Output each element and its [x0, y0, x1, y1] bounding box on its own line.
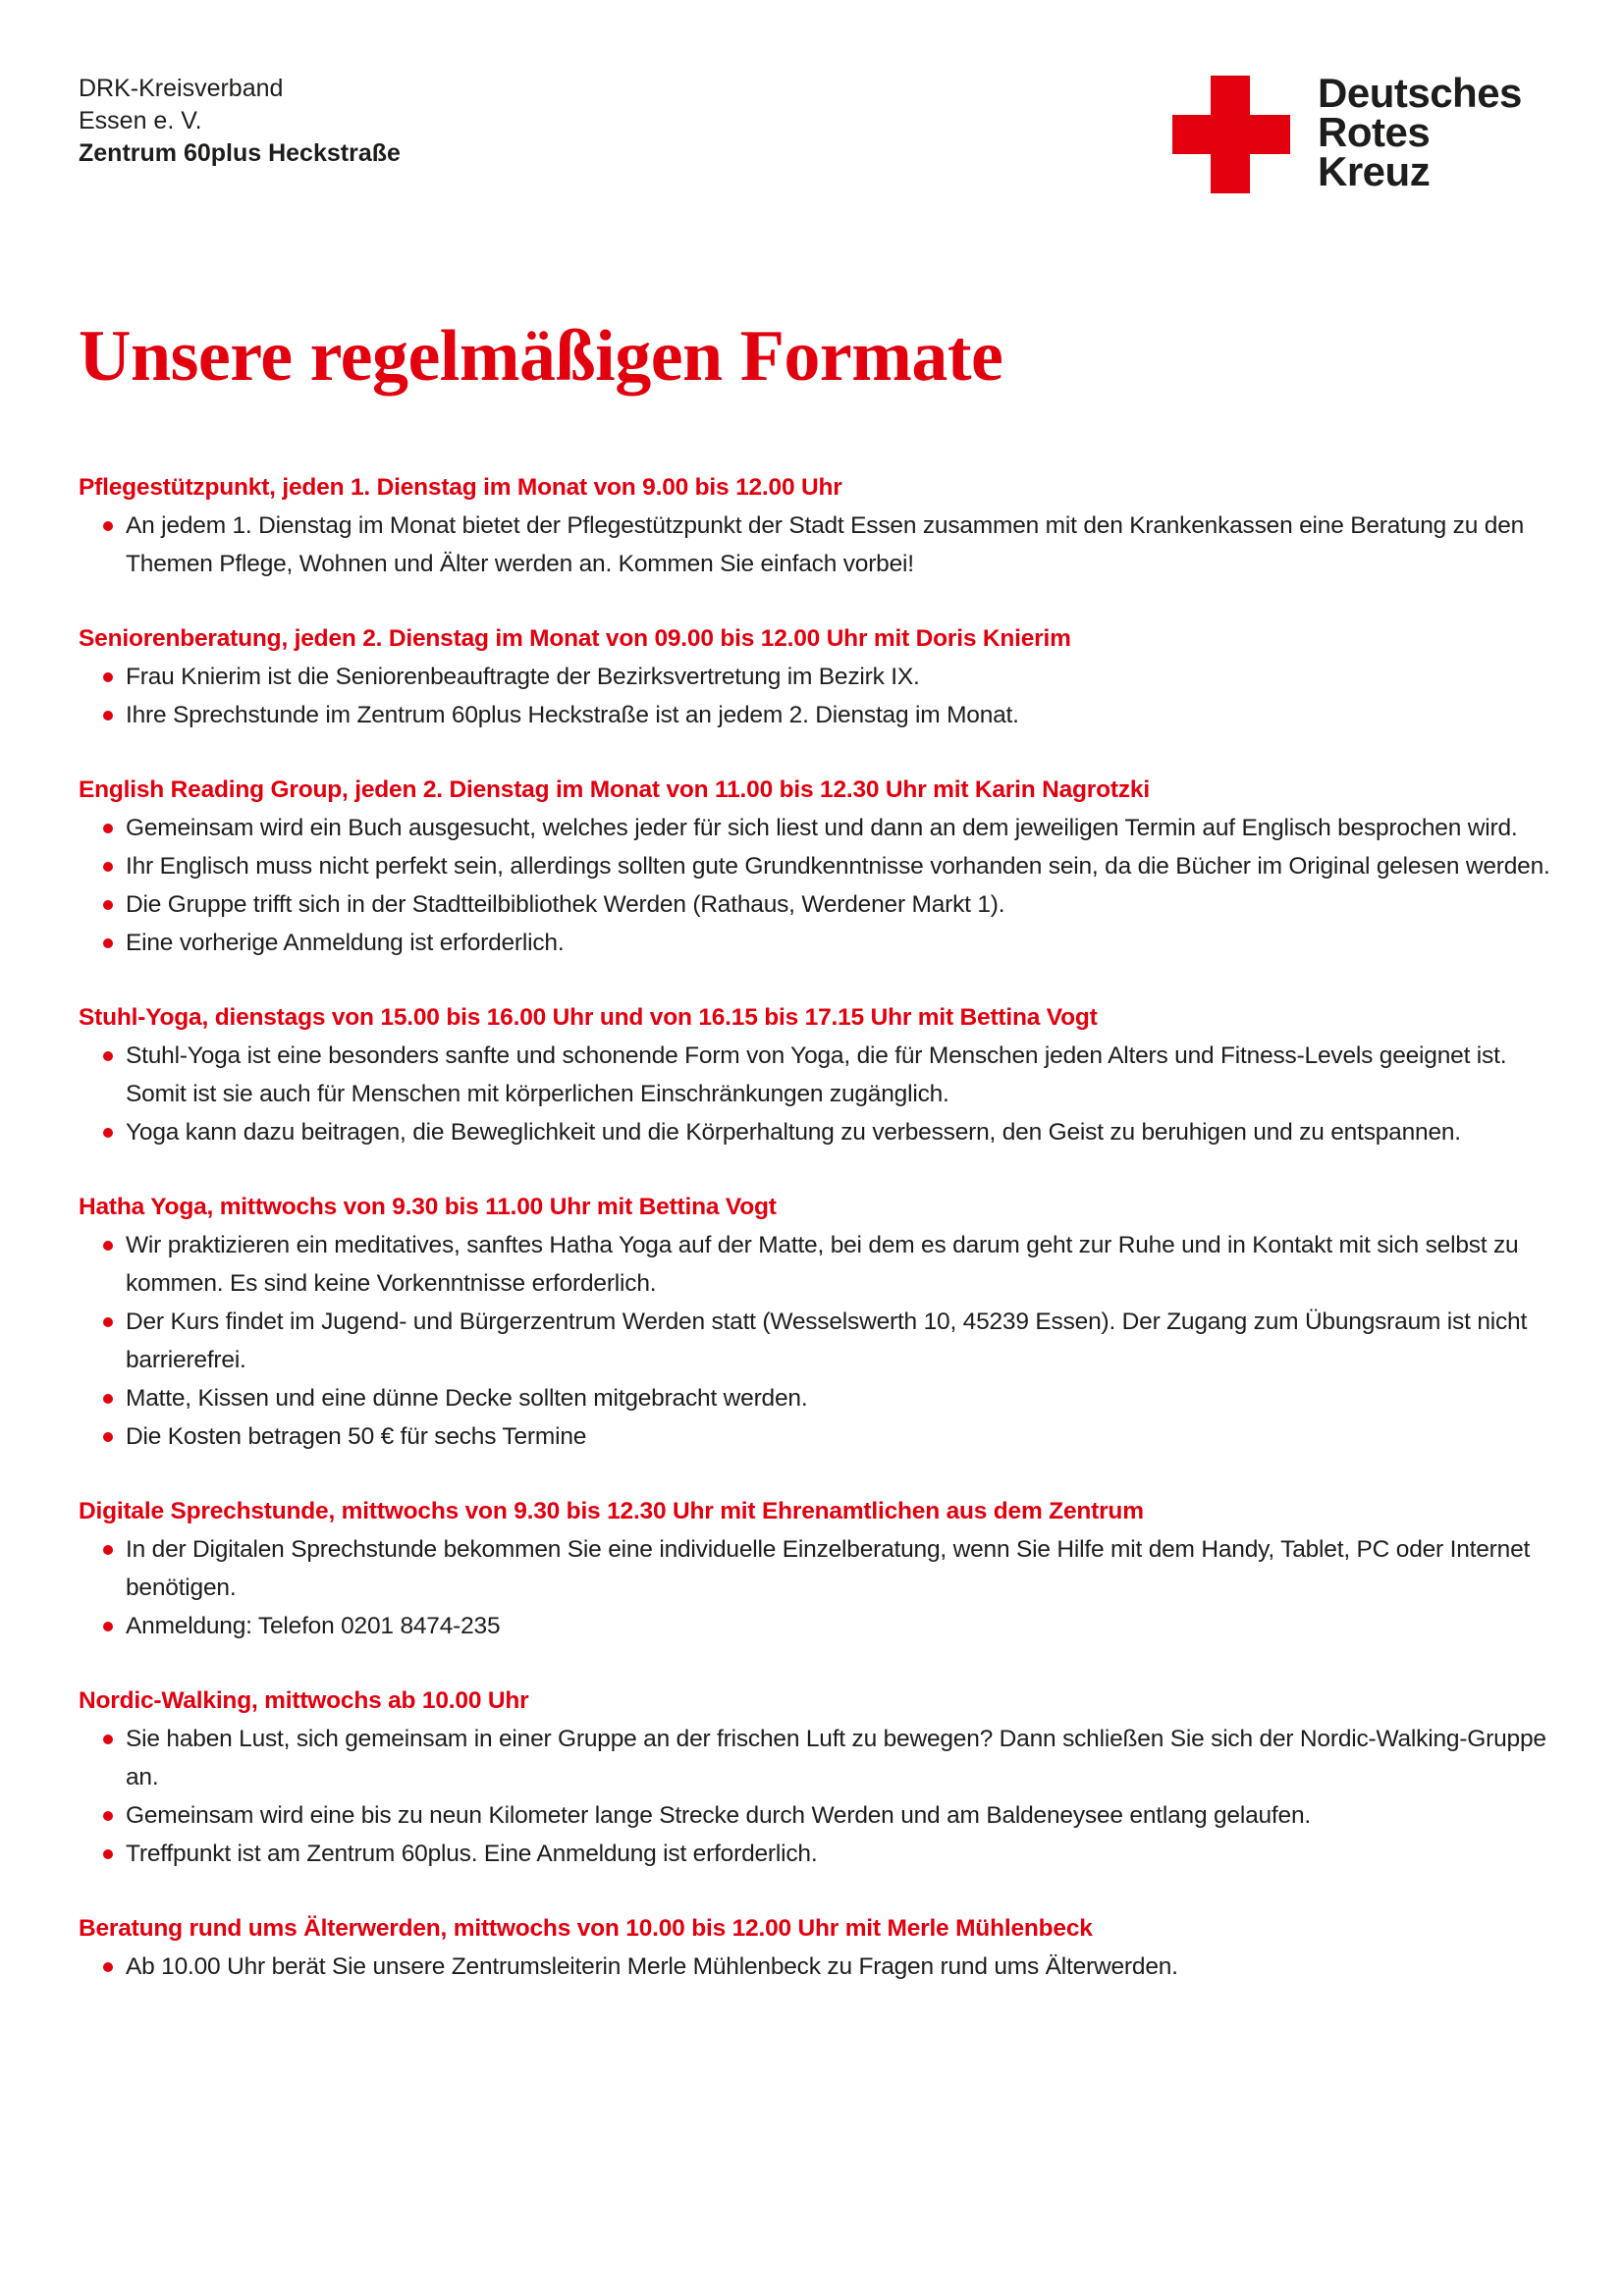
- section-heading: Digitale Sprechstunde, mittwochs von 9.30 bis 12.30 Uhr mit Ehrenamtlichen aus dem Zentrum: [79, 1498, 1144, 1524]
- list-item-text: Matte, Kissen und eine dünne Decke sollten mitgebracht werden.: [126, 1385, 808, 1412]
- bullet-dot-icon: [103, 1317, 113, 1327]
- bullet-dot-icon: [103, 1962, 113, 1972]
- list-item: [79, 1720, 1571, 1796]
- organization-name: DRK-Kreisverband: [79, 75, 284, 102]
- bullet-list: [79, 658, 1571, 734]
- section-heading: English Reading Group, jeden 2. Dienstag im Monat von 11.00 bis 12.30 Uhr mit Karin Nagrotzki: [79, 776, 1150, 803]
- list-item-text: Ihr Englisch muss nicht perfekt sein, allerdings sollten gute Grundkenntnisse vorhanden sein, da die Bücher im Original gelesen werden.: [126, 853, 1550, 880]
- bullet-dot-icon: [103, 938, 113, 948]
- bullet-dot-icon: [103, 900, 113, 910]
- list-item: [79, 507, 1571, 583]
- list-item-text: Gemeinsam wird eine bis zu neun Kilometer lange Strecke durch Werden und am Baldeneysee entlang gelaufen.: [126, 1802, 1311, 1829]
- list-item-text: Treffpunkt ist am Zentrum 60plus. Eine Anmeldung ist erforderlich.: [126, 1841, 818, 1867]
- list-item: [79, 1530, 1571, 1607]
- list-item: [79, 1226, 1571, 1303]
- bullet-dot-icon: [103, 1051, 113, 1061]
- list-item: [79, 1835, 1571, 1873]
- bullet-list: [79, 1226, 1571, 1456]
- list-item-text: Die Kosten betragen 50 € für sechs Termine: [126, 1423, 587, 1450]
- organization-location: Essen e. V.: [79, 107, 202, 134]
- list-item-text: Stuhl-Yoga ist eine besonders sanfte und schonende Form von Yoga, die für Menschen jeden Alters und Fitness-Levels geeignet ist. Somit ist sie auch für Menschen mit körperlichen Einschränkungen zugänglich.: [126, 1042, 1507, 1107]
- list-item-text: Ab 10.00 Uhr berät Sie unsere Zentrumsleiterin Merle Mühlenbeck zu Fragen rund ums Älterwerden.: [126, 1953, 1178, 1980]
- format-section: [79, 1684, 1571, 1873]
- page-title: Unsere regelmäßigen Formate: [79, 316, 1003, 397]
- list-item: [79, 1303, 1571, 1379]
- formats-list: [79, 471, 1571, 2025]
- red-cross-icon: [1172, 76, 1290, 193]
- bullet-dot-icon: [103, 672, 113, 682]
- format-section: [79, 1912, 1571, 1986]
- section-heading: Stuhl-Yoga, dienstags von 15.00 bis 16.00 Uhr und von 16.15 bis 17.15 Uhr mit Bettina Vogt: [79, 1004, 1098, 1031]
- logo-line-3: Kreuz: [1318, 148, 1431, 194]
- list-item-text: In der Digitalen Sprechstunde bekommen Sie eine individuelle Einzelberatung, wenn Sie Hilfe mit dem Handy, Tablet, PC oder Internet benötigen.: [126, 1536, 1531, 1601]
- bullet-dot-icon: [103, 1241, 113, 1251]
- bullet-list: [79, 1530, 1571, 1645]
- list-item-text: Sie haben Lust, sich gemeinsam in einer Gruppe an der frischen Luft zu bewegen? Dann schließen Sie sich der Nordic-Walking-Gruppe an.: [126, 1726, 1546, 1790]
- format-section: [79, 1495, 1571, 1645]
- list-item-text: Frau Knierim ist die Seniorenbeauftragte der Bezirksvertretung im Bezirk IX.: [126, 664, 920, 690]
- list-item: [79, 1379, 1571, 1417]
- list-item: [79, 885, 1571, 924]
- section-heading: Seniorenberatung, jeden 2. Dienstag im Monat von 09.00 bis 12.00 Uhr mit Doris Knierim: [79, 625, 1071, 652]
- list-item: [79, 1113, 1571, 1151]
- list-item: [79, 696, 1571, 734]
- list-item: [79, 1037, 1571, 1113]
- organization-address: [79, 73, 401, 170]
- bullet-list: [79, 809, 1571, 962]
- section-heading: Nordic-Walking, mittwochs ab 10.00 Uhr: [79, 1687, 529, 1714]
- section-heading: Beratung rund ums Älterwerden, mittwochs von 10.00 bis 12.00 Uhr mit Merle Mühlenbeck: [79, 1915, 1093, 1942]
- list-item-text: An jedem 1. Dienstag im Monat bietet der Pflegestützpunkt der Stadt Essen zusammen mit den Krankenkassen eine Beratung zu den Themen Pflege, Wohnen und Älter werden an. Kommen Sie einfach vorbei!: [126, 512, 1525, 577]
- format-section: [79, 1191, 1571, 1456]
- list-item-text: Yoga kann dazu beitragen, die Beweglichkeit und die Körperhaltung zu verbessern, den Geist zu beruhigen und zu entspannen.: [126, 1119, 1461, 1146]
- list-item: [79, 1417, 1571, 1456]
- section-heading: Pflegestützpunkt, jeden 1. Dienstag im Monat von 9.00 bis 12.00 Uhr: [79, 474, 842, 501]
- list-item-text: Eine vorherige Anmeldung ist erforderlich.: [126, 930, 565, 956]
- list-item-text: Der Kurs findet im Jugend- und Bürgerzentrum Werden statt (Wesselswerth 10, 45239 Essen). Der Zugang zum Übungsraum ist nicht barrierefrei.: [126, 1308, 1528, 1373]
- bullet-dot-icon: [103, 1394, 113, 1404]
- logo-line-2: Rotes: [1318, 109, 1431, 155]
- bullet-dot-icon: [103, 1735, 113, 1744]
- list-item-text: Die Gruppe trifft sich in der Stadtteilbibliothek Werden (Rathaus, Werdener Markt 1).: [126, 891, 1005, 918]
- bullet-list: [79, 1948, 1571, 1986]
- list-item: [79, 924, 1571, 962]
- list-item-text: Wir praktizieren ein meditatives, sanftes Hatha Yoga auf der Matte, bei dem es darum geht zur Ruhe und in Kontakt mit sich selbst zu kommen. Es sind keine Vorkenntnisse erforderlich.: [126, 1232, 1519, 1297]
- logo-wordmark: [1318, 70, 1522, 194]
- bullet-list: [79, 1720, 1571, 1873]
- list-item-text: Ihre Sprechstunde im Zentrum 60plus Heckstraße ist an jedem 2. Dienstag im Monat.: [126, 702, 1019, 728]
- list-item: [79, 847, 1571, 885]
- bullet-dot-icon: [103, 521, 113, 531]
- list-item: [79, 1607, 1571, 1645]
- bullet-dot-icon: [103, 862, 113, 872]
- bullet-list: [79, 1037, 1571, 1151]
- format-section: [79, 774, 1571, 962]
- bullet-list: [79, 507, 1571, 583]
- list-item: [79, 809, 1571, 847]
- list-item: [79, 1948, 1571, 1986]
- drk-logo: [1172, 70, 1522, 194]
- bullet-dot-icon: [103, 711, 113, 721]
- format-section: [79, 471, 1571, 583]
- format-section: [79, 622, 1571, 734]
- bullet-dot-icon: [103, 1622, 113, 1631]
- list-item: [79, 658, 1571, 696]
- bullet-dot-icon: [103, 1849, 113, 1859]
- format-section: [79, 1001, 1571, 1151]
- logo-line-1: Deutsches: [1318, 70, 1522, 116]
- bullet-dot-icon: [103, 1432, 113, 1442]
- center-name: Zentrum 60plus Heckstraße: [79, 139, 401, 167]
- section-heading: Hatha Yoga, mittwochs von 9.30 bis 11.00 Uhr mit Bettina Vogt: [79, 1194, 777, 1220]
- list-item-text: Gemeinsam wird ein Buch ausgesucht, welches jeder für sich liest und dann an dem jeweiligen Termin auf Englisch besprochen wird.: [126, 815, 1518, 841]
- list-item: [79, 1796, 1571, 1835]
- bullet-dot-icon: [103, 1545, 113, 1555]
- bullet-dot-icon: [103, 1811, 113, 1821]
- bullet-dot-icon: [103, 1128, 113, 1138]
- list-item-text: Anmeldung: Telefon 0201 8474-235: [126, 1613, 501, 1639]
- bullet-dot-icon: [103, 824, 113, 833]
